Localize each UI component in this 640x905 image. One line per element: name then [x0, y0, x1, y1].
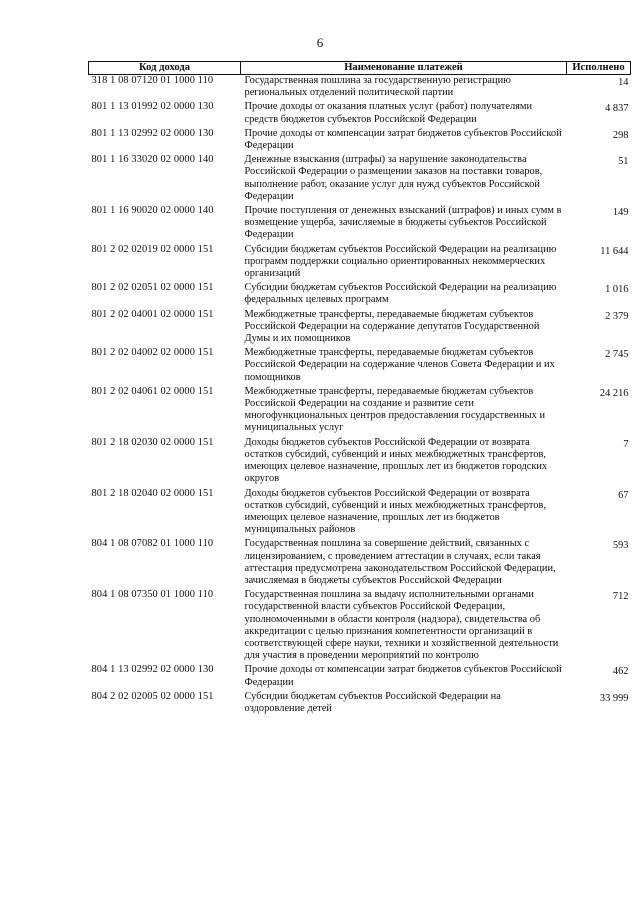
- revenue-code: 801 1 16 33020 02 0000 140: [91, 154, 214, 166]
- executed-amount: 67: [618, 489, 629, 501]
- table-row: [89, 437, 631, 488]
- executed-amount: 24 216: [599, 387, 629, 399]
- revenue-code: 801 2 18 02040 02 0000 151: [91, 487, 214, 499]
- revenue-code: 801 1 16 90020 02 0000 140: [91, 205, 214, 217]
- executed-amount-cell: [567, 437, 631, 488]
- executed-amount-cell: [567, 589, 631, 664]
- payment-name: Межбюджетные трансферты, передаваемые бюджетам субъектов Российской Федерации на содержание депутатов Государственной Думы и их помощников: [244, 308, 540, 345]
- revenue-code: 801 2 02 02051 02 0000 151: [91, 282, 214, 294]
- executed-amount: 33 999: [599, 692, 629, 704]
- table-row: [89, 282, 631, 308]
- payment-name: Государственная пошлина за выдачу исполнительными органами государственной власти субъектов Российской Федерации, уполномоченными в области контроля (надзора), свидетельства об аккредитации с целью признания компетентности организаций в соответствующей сфере науки, техники и хозяйственной деятельности для участия в проведении мероприятий по контролю: [244, 589, 559, 662]
- executed-amount-cell: [567, 664, 631, 690]
- header-name: Наименование платежей: [241, 62, 567, 75]
- payment-name: Государственная пошлина за совершение действий, связанных с лицензированием, с проведением аттестации в случаях, если такая аттестация предусмотрена законодательством Российской Федерации, зачисляемая в бюджеты субъектов Российской Федерации: [244, 538, 556, 586]
- table-row: [89, 538, 631, 589]
- table-row: [89, 128, 631, 154]
- revenue-code: 804 1 08 07350 01 1000 110: [91, 589, 214, 601]
- table-row: [89, 205, 631, 244]
- executed-amount-cell: [567, 309, 631, 348]
- executed-amount: 298: [612, 129, 629, 141]
- revenue-code: 801 2 02 04001 02 0000 151: [91, 308, 214, 320]
- revenue-code: 801 2 02 04061 02 0000 151: [91, 385, 214, 397]
- payment-name: Доходы бюджетов субъектов Российской Федерации от возврата остатков субсидий, субвенций и иных межбюджетных трансфертов, имеющих целевое назначение, прошлых лет из бюджетов муниципальных районов: [244, 487, 546, 536]
- executed-amount: 712: [612, 591, 629, 603]
- table-row: [89, 386, 631, 437]
- payment-name: Межбюджетные трансферты, передаваемые бюджетам субъектов Российской Федерации на создание и развитие сети многофункциональных центров предоставления государственных и муниципальных услуг: [244, 385, 546, 434]
- table-row: [89, 75, 631, 102]
- executed-amount: 51: [618, 156, 629, 168]
- table-body: [89, 75, 631, 718]
- executed-amount: 11 644: [600, 245, 629, 257]
- executed-amount: 14: [618, 77, 629, 88]
- table-row: [89, 244, 631, 283]
- table-row: [89, 691, 631, 717]
- executed-amount: 593: [612, 540, 629, 552]
- payment-name: Государственная пошлина за государственную регистрацию региональных отделений политической партии: [244, 75, 511, 99]
- payment-name: Доходы бюджетов субъектов Российской Федерации от возврата остатков субсидий, субвенций и иных межбюджетных трансфертов, имеющих целевое назначение, прошлых лет из бюджетов городских округов: [244, 436, 548, 485]
- executed-amount-cell: [567, 282, 631, 308]
- revenue-code: 804 1 13 02992 02 0000 130: [91, 664, 214, 676]
- payment-name: Межбюджетные трансферты, передаваемые бюджетам субъектов Российской Федерации на содержание членов Совета Федерации и их помощников: [244, 347, 555, 383]
- executed-amount-cell: [567, 538, 631, 589]
- revenue-code: 801 1 13 01992 02 0000 130: [91, 101, 214, 113]
- table-row: [89, 347, 631, 386]
- executed-amount: 149: [612, 207, 629, 219]
- revenue-code: 801 2 18 02030 02 0000 151: [91, 436, 214, 448]
- executed-amount: 2 745: [605, 349, 629, 361]
- table-row: [89, 488, 631, 539]
- executed-amount: 462: [612, 666, 629, 678]
- header-amount: Исполнено: [567, 62, 631, 75]
- table-row: [89, 589, 631, 664]
- table-row: [89, 664, 631, 690]
- table-row: [89, 101, 631, 127]
- table-row: [89, 154, 631, 205]
- executed-amount: 1 016: [605, 284, 629, 296]
- table-row: [89, 309, 631, 348]
- payment-name: Субсидии бюджетам субъектов Российской Федерации на реализацию федеральных целевых программ: [244, 282, 557, 306]
- executed-amount-cell: [567, 691, 631, 717]
- revenue-code: 318 1 08 07120 01 1000 110: [91, 75, 214, 86]
- payment-name: Субсидии бюджетам субъектов Российской Федерации на оздоровление детей: [244, 690, 501, 714]
- table-header-row: [89, 62, 631, 75]
- payment-name: Прочие доходы от оказания платных услуг (работ) получателями средств бюджетов субъектов Российской Федерации: [244, 101, 533, 125]
- executed-amount-cell: [567, 205, 631, 244]
- payment-name: Прочие поступления от денежных взысканий (штрафов) и иных сумм в возмещение ущерба, зачисляемые в бюджеты субъектов Российской Федерации: [244, 205, 562, 241]
- revenue-code: 804 2 02 02005 02 0000 151: [91, 690, 214, 702]
- executed-amount-cell: [567, 75, 631, 102]
- executed-amount-cell: [567, 154, 631, 205]
- executed-amount-cell: [567, 386, 631, 437]
- page-number: 6: [316, 35, 324, 50]
- executed-amount-cell: [567, 488, 631, 539]
- revenue-code: 801 2 02 02019 02 0000 151: [91, 243, 214, 255]
- revenue-code: 801 1 13 02992 02 0000 130: [91, 127, 214, 139]
- executed-amount-cell: [567, 101, 631, 127]
- executed-amount: 7: [623, 438, 629, 450]
- header-code: Код дохода: [89, 62, 241, 75]
- executed-amount-cell: [567, 244, 631, 283]
- payment-name: Прочие доходы от компенсации затрат бюджетов субъектов Российской Федерации: [244, 664, 562, 688]
- executed-amount: 2 379: [605, 310, 629, 322]
- payment-name: Субсидии бюджетам субъектов Российской Федерации на реализацию программ поддержки социально ориентированных некоммерческих организаций: [244, 243, 557, 280]
- executed-amount: 4 837: [605, 103, 629, 115]
- executed-amount-cell: [567, 347, 631, 386]
- revenue-code: 801 2 02 04002 02 0000 151: [91, 347, 214, 359]
- revenue-code: 804 1 08 07082 01 1000 110: [91, 538, 214, 550]
- executed-amount-cell: [567, 128, 631, 154]
- payment-name: Денежные взыскания (штрафы) за нарушение законодательства Российской Федерации о размещении заказов на поставки товаров, выполнение работ, оказание услуг для нужд субъектов Российской Федерации: [244, 154, 543, 202]
- payment-name: Прочие доходы от компенсации затрат бюджетов субъектов Российской Федерации: [244, 127, 562, 152]
- revenue-table: [88, 61, 631, 717]
